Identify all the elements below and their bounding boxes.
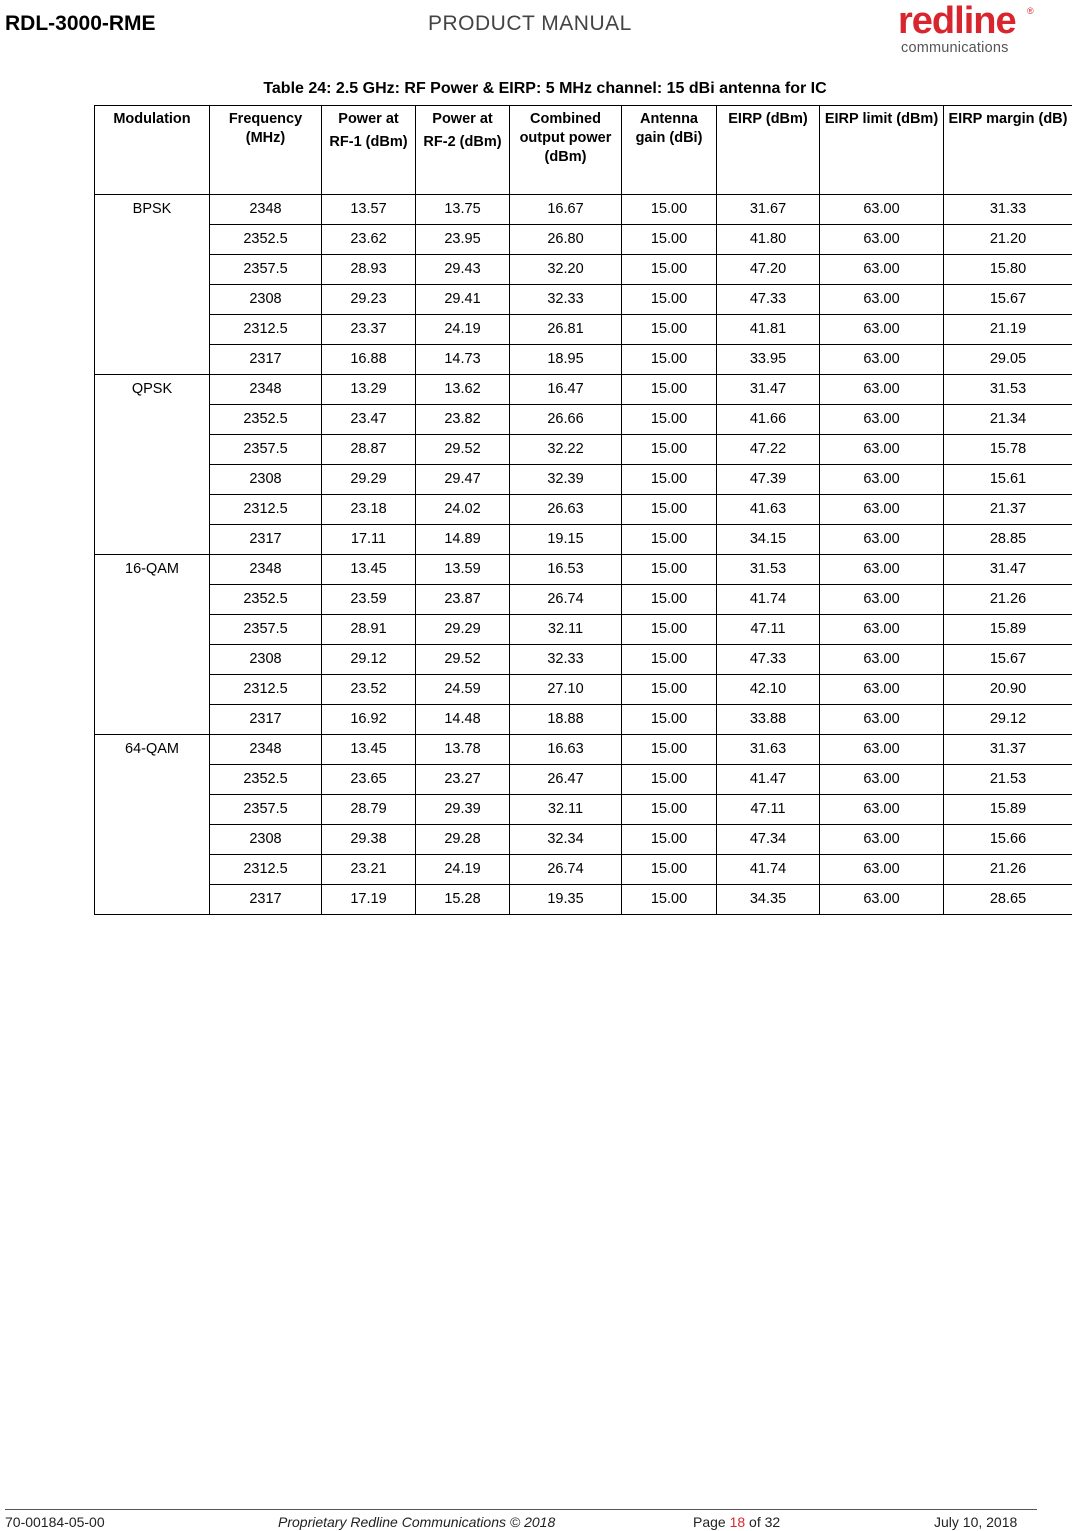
table-cell: 47.39 [717,465,820,495]
table-cell: 63.00 [820,195,944,225]
table-row [95,855,1072,885]
table-cell: 47.22 [717,435,820,465]
redline-logo [898,2,1038,54]
table-cell: 15.89 [944,795,1072,825]
table-cell: 31.37 [944,735,1072,765]
table-cell: 32.11 [510,795,622,825]
table-cell: 24.19 [416,855,510,885]
table-cell: 21.34 [944,405,1072,435]
table-cell: 29.38 [322,825,416,855]
table-cell: 15.00 [622,645,717,675]
table-cell: 33.88 [717,705,820,735]
table-cell: 29.52 [416,645,510,675]
table-row [95,195,1072,225]
table-cell: 34.15 [717,525,820,555]
table-cell: 13.57 [322,195,416,225]
table-cell: 63.00 [820,315,944,345]
table-cell: 15.00 [622,435,717,465]
table-cell: 41.74 [717,585,820,615]
table-cell: 2308 [210,825,322,855]
table-cell: 15.89 [944,615,1072,645]
footer-divider [5,1509,1037,1510]
table-cell: 32.34 [510,825,622,855]
table-cell: 13.45 [322,555,416,585]
table-cell: 63.00 [820,735,944,765]
table-cell: 24.59 [416,675,510,705]
modulation-cell: BPSK [95,195,210,375]
table-cell: 15.00 [622,195,717,225]
table-cell: 32.11 [510,615,622,645]
table-cell: 29.23 [322,285,416,315]
table-cell: 15.00 [622,525,717,555]
table-cell: 15.67 [944,285,1072,315]
registered-mark-icon: ® [1027,6,1034,16]
table-cell: 2348 [210,375,322,405]
table-cell: 16.47 [510,375,622,405]
table-cell: 63.00 [820,825,944,855]
table-cell: 41.47 [717,765,820,795]
table-cell: 15.00 [622,795,717,825]
table-cell: 18.95 [510,345,622,375]
table-cell: 2348 [210,735,322,765]
table-cell: 2308 [210,645,322,675]
table-cell: 26.81 [510,315,622,345]
table-cell: 63.00 [820,375,944,405]
column-header [944,106,1072,195]
table-cell: 23.95 [416,225,510,255]
table-cell: 63.00 [820,345,944,375]
table-cell: 18.88 [510,705,622,735]
logo-subtitle: communications [901,40,1009,56]
table-row [95,525,1072,555]
column-header-label: Power at [432,111,493,127]
table-cell: 29.47 [416,465,510,495]
table-cell: 23.37 [322,315,416,345]
table-cell: 28.65 [944,885,1072,915]
table-cell: 2352.5 [210,405,322,435]
table-row [95,645,1072,675]
table-cell: 15.00 [622,315,717,345]
table-cell: 29.29 [416,615,510,645]
table-row [95,675,1072,705]
table-cell: 21.37 [944,495,1072,525]
table-cell: 15.00 [622,285,717,315]
column-header [210,106,322,195]
table-cell: 63.00 [820,225,944,255]
table-cell: 47.34 [717,825,820,855]
table-cell: 47.11 [717,795,820,825]
table-row [95,705,1072,735]
table-cell: 15.61 [944,465,1072,495]
table-cell: 26.63 [510,495,622,525]
table-cell: 15.78 [944,435,1072,465]
table-cell: 15.00 [622,705,717,735]
table-cell: 16.63 [510,735,622,765]
table-cell: 47.20 [717,255,820,285]
column-header-label: EIRP (dBm) [728,111,808,127]
table-cell: 31.47 [944,555,1072,585]
table-cell: 15.28 [416,885,510,915]
document-date: July 10, 2018 [934,1514,1018,1530]
table-cell: 15.00 [622,345,717,375]
column-header-label: Modulation [113,111,191,127]
table-cell: 21.26 [944,585,1072,615]
table-row [95,795,1072,825]
table-cell: 2348 [210,555,322,585]
table-cell: 16.88 [322,345,416,375]
table-body [95,195,1072,915]
table-cell: 2352.5 [210,765,322,795]
table-cell: 28.79 [322,795,416,825]
table-cell: 28.93 [322,255,416,285]
document-number: 70-00184-05-00 [5,1514,105,1530]
table-cell: 23.47 [322,405,416,435]
table-cell: 63.00 [820,555,944,585]
modulation-cell: 16-QAM [95,555,210,735]
table-cell: 29.12 [944,705,1072,735]
table-cell: 28.87 [322,435,416,465]
table-row [95,465,1072,495]
table-cell: 2348 [210,195,322,225]
table-cell: 2317 [210,885,322,915]
table-cell: 27.10 [510,675,622,705]
table-cell: 23.27 [416,765,510,795]
table-cell: 13.59 [416,555,510,585]
table-cell: 2312.5 [210,675,322,705]
table-cell: 63.00 [820,435,944,465]
table-cell: 41.74 [717,855,820,885]
table-cell: 17.19 [322,885,416,915]
column-header-unit: RF-1 (dBm) [329,134,408,150]
table-cell: 21.19 [944,315,1072,345]
table-cell: 32.20 [510,255,622,285]
table-cell: 13.78 [416,735,510,765]
table-cell: 2312.5 [210,495,322,525]
table-cell: 21.53 [944,765,1072,795]
table-cell: 19.35 [510,885,622,915]
table-cell: 29.05 [944,345,1072,375]
table-cell: 34.35 [717,885,820,915]
column-header-label: Combined output power (dBm) [519,111,612,165]
table-cell: 15.00 [622,885,717,915]
table-row [95,555,1072,585]
product-name: RDL-3000-RME [5,12,156,35]
column-header-label: EIRP limit (dBm) [824,111,939,127]
table-cell: 32.33 [510,285,622,315]
column-header-label: Power at [338,111,399,127]
table-cell: 15.00 [622,765,717,795]
table-cell: 32.39 [510,465,622,495]
column-header [820,106,944,195]
page-total: of 32 [745,1514,781,1530]
table-cell: 2312.5 [210,315,322,345]
column-header-unit: RF-2 (dBm) [423,134,502,150]
table-cell: 32.33 [510,645,622,675]
table-cell: 63.00 [820,615,944,645]
table-cell: 47.33 [717,645,820,675]
table-cell: 2357.5 [210,435,322,465]
table-cell: 26.47 [510,765,622,795]
column-header [322,106,416,195]
table-cell: 23.21 [322,855,416,885]
table-cell: 63.00 [820,885,944,915]
page-number: 18 [729,1514,746,1530]
table-cell: 19.15 [510,525,622,555]
table-cell: 41.80 [717,225,820,255]
page-prefix: Page [693,1514,730,1530]
table-cell: 26.74 [510,585,622,615]
table-row [95,585,1072,615]
table-cell: 13.29 [322,375,416,405]
table-cell: 29.12 [322,645,416,675]
table-row [95,225,1072,255]
table-cell: 2357.5 [210,255,322,285]
column-header [717,106,820,195]
table-cell: 23.52 [322,675,416,705]
table-cell: 14.48 [416,705,510,735]
table-header-row [95,106,1072,195]
table-cell: 14.73 [416,345,510,375]
table-cell: 26.80 [510,225,622,255]
table-cell: 31.47 [717,375,820,405]
column-header-label: EIRP margin (dB) [948,111,1068,127]
table-cell: 41.81 [717,315,820,345]
table-cell: 31.67 [717,195,820,225]
table-cell: 29.28 [416,825,510,855]
table-cell: 13.62 [416,375,510,405]
table-cell: 15.00 [622,675,717,705]
table-row [95,765,1072,795]
table-row [95,255,1072,285]
table-cell: 33.95 [717,345,820,375]
table-cell: 26.66 [510,405,622,435]
table-cell: 63.00 [820,675,944,705]
page-indicator [693,1514,780,1530]
table-cell: 63.00 [820,255,944,285]
table-row [95,735,1072,765]
table-cell: 15.00 [622,615,717,645]
table-cell: 15.00 [622,855,717,885]
column-header [510,106,622,195]
table-cell: 63.00 [820,855,944,885]
table-cell: 29.52 [416,435,510,465]
table-cell: 15.00 [622,735,717,765]
table-cell: 63.00 [820,705,944,735]
table-cell: 15.00 [622,495,717,525]
column-header-label: Frequency (MHz) [228,111,303,146]
table-cell: 13.75 [416,195,510,225]
table-cell: 63.00 [820,405,944,435]
table-row [95,615,1072,645]
table-cell: 17.11 [322,525,416,555]
table-cell: 2357.5 [210,795,322,825]
table-cell: 32.22 [510,435,622,465]
table-cell: 15.80 [944,255,1072,285]
table-cell: 2357.5 [210,615,322,645]
table-cell: 31.53 [717,555,820,585]
table-cell: 47.11 [717,615,820,645]
table-cell: 16.92 [322,705,416,735]
table-cell: 24.19 [416,315,510,345]
modulation-cell: 64-QAM [95,735,210,915]
table-cell: 15.00 [622,255,717,285]
table-cell: 23.59 [322,585,416,615]
table-cell: 23.82 [416,405,510,435]
column-header [416,106,510,195]
table-cell: 2312.5 [210,855,322,885]
table-cell: 23.87 [416,585,510,615]
document-type: PRODUCT MANUAL [428,12,632,35]
table-cell: 29.41 [416,285,510,315]
table-cell: 21.20 [944,225,1072,255]
table-cell: 15.00 [622,465,717,495]
table-cell: 63.00 [820,525,944,555]
table-cell: 31.63 [717,735,820,765]
table-cell: 13.45 [322,735,416,765]
table-cell: 15.67 [944,645,1072,675]
table-cell: 29.29 [322,465,416,495]
table-cell: 26.74 [510,855,622,885]
table-cell: 28.85 [944,525,1072,555]
table-cell: 63.00 [820,465,944,495]
table-cell: 15.00 [622,555,717,585]
table-cell: 23.62 [322,225,416,255]
table-cell: 63.00 [820,585,944,615]
table-cell: 2352.5 [210,585,322,615]
table-cell: 16.53 [510,555,622,585]
table-cell: 23.18 [322,495,416,525]
table-cell: 29.39 [416,795,510,825]
table-cell: 63.00 [820,495,944,525]
table-row [95,435,1072,465]
table-cell: 24.02 [416,495,510,525]
table-cell: 41.66 [717,405,820,435]
table-cell: 31.53 [944,375,1072,405]
table-row [95,825,1072,855]
table-cell: 29.43 [416,255,510,285]
table-cell: 15.00 [622,405,717,435]
table-row [95,345,1072,375]
table-cell: 21.26 [944,855,1072,885]
table-cell: 23.65 [322,765,416,795]
table-cell: 15.00 [622,585,717,615]
copyright-notice: Proprietary Redline Communications © 2018 [278,1514,556,1530]
table-cell: 16.67 [510,195,622,225]
table-cell: 41.63 [717,495,820,525]
table-cell: 15.00 [622,225,717,255]
table-cell: 2308 [210,285,322,315]
table-cell: 63.00 [820,795,944,825]
table-cell: 47.33 [717,285,820,315]
table-cell: 2352.5 [210,225,322,255]
table-cell: 15.00 [622,825,717,855]
table-cell: 63.00 [820,645,944,675]
table-row [95,375,1072,405]
column-header-label: Antenna gain (dBi) [635,111,703,146]
table-cell: 2317 [210,705,322,735]
table-cell: 2308 [210,465,322,495]
table-cell: 2317 [210,345,322,375]
table-caption: Table 24: 2.5 GHz: RF Power & EIRP: 5 MHz channel: 15 dBi antenna for IC [263,80,827,97]
table-cell: 63.00 [820,285,944,315]
table-row [95,315,1072,345]
table-cell: 42.10 [717,675,820,705]
column-header [622,106,717,195]
table-row [95,285,1072,315]
table-row [95,885,1072,915]
table-cell: 20.90 [944,675,1072,705]
table-cell: 15.00 [622,375,717,405]
modulation-cell: QPSK [95,375,210,555]
table-cell: 15.66 [944,825,1072,855]
table-cell: 63.00 [820,765,944,795]
table-row [95,495,1072,525]
logo-wordmark: redline [898,0,1016,42]
table-cell: 31.33 [944,195,1072,225]
table-cell: 14.89 [416,525,510,555]
rf-power-eirp-table [94,105,1072,915]
table-cell: 28.91 [322,615,416,645]
table-cell: 2317 [210,525,322,555]
table-row [95,405,1072,435]
column-header [95,106,210,195]
